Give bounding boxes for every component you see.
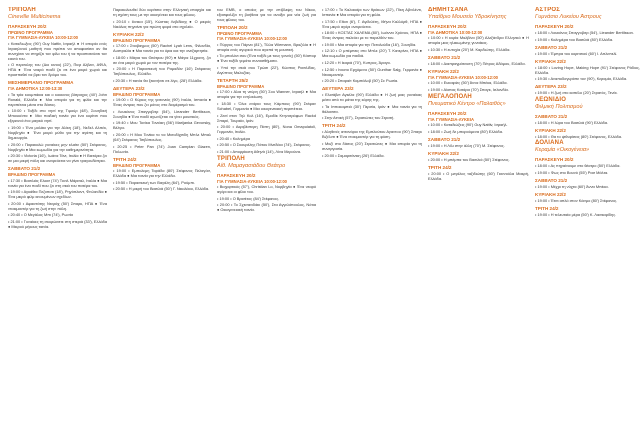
screening-entry: • 20:25 • Peter Pan (74') Joan Camplan Glazen, Πολωνία. (113, 143, 211, 154)
screening-entry: • 10:00 • Ευκαιρίες (50') Άννα Μπέκα, Ελλάδα. (428, 80, 508, 86)
screening-entry: • 18:00 • Ζωή δε μπορούμενα (80') Ελλάδα. (428, 128, 504, 134)
program-heading: ΓΙΑ ΔΗΜΟΤΙΚΑ 12:00-13:30 (8, 86, 63, 92)
screening-entry: • 18:00 • Θα το ψιθυρίσεις (80') Στέφανος, Ελλάδα. (535, 133, 623, 139)
day-heading: ΤΡΙΤΗ 24/2 (113, 156, 137, 162)
screening-entry: • 19:50 • Παρασκευή των Βαγάλη (64'), Ρούμπι. (113, 179, 196, 185)
day-heading: ΜΕΣΗΜΕΡΙΑΝΟ ΠΡΟΓΡΑΜΜΑ (8, 80, 74, 86)
program-heading: ΒΡΑΔΙΝΟ ΠΡΟΓΡΑΜΜΑ (113, 91, 161, 97)
screening-entry: • 12:10 • Ο μπέμπεις στο Μπλε (20') Τ. Κατερίνα, ΗΠΑ ● Μια κωμωδία για παιδιά. (322, 48, 422, 59)
screening-entry: • 20:50 • Ο Σκουρέλης Πάτου Μνεδάοι (74'), Στέφανος. (217, 142, 311, 148)
screening-entry: • 20:40 • Καλημέρα (217, 135, 251, 141)
screening-entry: • Βιοχαρτικός (57'), Christian Lo, Νορβηγία ● Ένα νεαρό αγόρι και οι φίλοι του. (217, 183, 316, 194)
schedule-column (322, 7, 422, 442)
screening-entry: • 18:00 • Loving Hope, Making Hope (91') Στέφανος Ράδιος, Ελλάδα. (535, 64, 640, 75)
day-heading: ΠΑΡΑΣΚΕΥΗ 20/2 (535, 24, 574, 29)
screening-entry: • 19:00 • Καλημέρα του Βασιλιά (80') Ελλάδα. (535, 36, 614, 42)
screening-entry: • 20:30 • Victoria (16'), Ιωάνα Τάνι, Ιταλία ● Η Βικτόρια ζει σε μια μικρή πόλη και ονειρεύεται να γίνει τραγουδίστρια. (8, 153, 107, 164)
screening-entry: • Τα τρία κουμπάκια και ο κοκκινος βάτραχος (40') John Ronald, Ελλάδα ● Μια ιστορία για τη φιλία και την περιπέτεια μέσα στο δάσος. (8, 91, 107, 107)
screening-entry: • 17:00 • Στοιβαγμος (50') Rachel Lyah Lens, Φιλανδία, Αυστραλία ● Μια ταινία για τα όρια και την ανεξαρτησία. (113, 43, 211, 53)
day-heading: ΚΥΡΙΑΚΗ 22/2 (535, 58, 566, 64)
screening-entry: • 17:00 • Αλια τη νεύρη (50') Σου Wanner, Ισραήλ ● Μια ιστορία για την ενηλικίωση. (217, 89, 316, 100)
program-heading: ΓΙΑ ΓΥΜΝΑΣΙΑ-ΛΥΚΕΙΑ 10:00-12:00 (428, 75, 498, 80)
screening-entry: • 20:50 • Η μικρή του Βασιλιά (50') Γ. Νικολάου, Ελλάδα. (113, 186, 210, 192)
day-heading: ΚΥΡΙΑΚΗ 22/2 (428, 69, 459, 74)
screening-entry: του ΕΜΒ, ο οποίος με την επίβλεψη του Νίκου, εξασφαλίζει τη βοήθεια για να ανοίξει μια νέα ζωή για τους φίλους του. (217, 7, 316, 22)
screening-entry: • 19:00 • Η τελευταία μέρα (50') Κ. Λασκαρίδης. (535, 211, 617, 217)
day-heading: ΚΥΡΙΑΚΗ 22/2 (428, 150, 459, 156)
screening-entry: • Αληθινές αττονάροι της Εμπλούτου Αγαντου (90') Σπαγκ Βιζέλντι ● Ένα ντοκιμαντέρ για τη φύση. (322, 129, 422, 140)
day-heading: ΚΥΡΙΑΚΗ 22/2 (535, 191, 566, 197)
schedule-column (535, 7, 640, 442)
screening-entry: • Μαζί στο δάσος (20') Στρατιώτες ● Μια ιστορία για τη συνεργασία. (322, 140, 422, 151)
screening-entry: • 19:40 • Μου Τονίκα Τονιάκη (56') Marijanka Gevorsky, Βέλγιο. (113, 120, 211, 131)
day-heading: ΤΡΙΤΗ 24/2 (428, 164, 452, 170)
screening-entry: • 20:00 • Η Παρασκευή του Ραμαδάν (16') Στέφανος Τσιβόπουλος, Ελλάδα. (113, 66, 211, 77)
screening-entry: • 18:30 • Όλοι ενάρια τους Κάμπους (90') Στέφαν Schabel, Γερμανία ● Μια οικογενειακή περιπέτεια. (217, 101, 316, 111)
screening-entry: • 18:00 • Ας πηγαίνουμε στο θέατρο (50') Ελλάδα. (535, 163, 621, 169)
day-heading: ΣΑΒΒΑΤΟ 21/2 (428, 136, 461, 142)
screening-entry: Παρακολουθεί δύο κορίτσια στην Ελληνική επαρχία και τη σχέση τους με την οικογένεια και τους φίλους. (113, 7, 211, 17)
day-heading: ΠΑΡΑΣΚΕΥΗ 20/2 (217, 172, 256, 178)
screening-entry: • 21:00 • Γυναίκες τη σκυρώσετε στη στεριά (33'), Ελλάδα ● Μικρού μήκους ταινία. (8, 218, 107, 229)
program-heading: ΓΙΑ ΓΥΜΝΑΣΙΑ-ΛΥΚΕΙΑ 10:00-12:00 (217, 178, 287, 184)
screening-entry: • Στην Αττική (57'), Στρατιώτες του Στρατή. (322, 115, 395, 121)
screening-entry: • Υπό την σκιά σου Τρώσι (22'), Κώστας Ρασιλίδας, Αιγύπτος Μαλαζίας. (217, 65, 316, 75)
program-heading: ΒΡΑΔΙΝΟ ΠΡΟΓΡΑΜΜΑ (8, 172, 56, 178)
venue-name-subheading: Αίθ. Μαμαγασιάδου Θεάτρο (217, 162, 286, 169)
screening-entry: • 17:50 • Elton (6'), Γ. Αγιδελέτη, Ιθήνα Καλλόρθ, ΗΠΑ ● Ένα μικρό αγόρι ονειρεύεται. (322, 18, 422, 29)
screening-entry: • 20:00 • Η μπέμπα του Βασιλιά (50') Στέφανος. (428, 156, 510, 162)
venue-name-subheading: Φιλμική Πολιτισμού (535, 103, 583, 110)
program-heading: ΒΡΑΔΙΝΟ ΠΡΟΓΡΑΜΜΑ (113, 37, 161, 43)
screening-entry: • Τα Ιπποκαμπιά (30') Περσία, Ιράν ● Μια ταινία για τη θάλασσα. (322, 103, 422, 114)
program-heading: ΓΙΑ ΓΥΜΝΑΣΙΑ-ΛΥΚΕΙΑ 10:00-12:00 (217, 36, 287, 42)
screening-entry: • 19:00 • Ο Βρισέτος (84') Στέφανος. (217, 195, 280, 201)
screening-entry: • Καταδιωξεις (90') Guy Nattiv, Ισραήλ ● Η ιστορία ενός Ισραηλινού μαθητή που πρέπει να αποφασίσει αν θα συνεχίσει να στηρίζει τον φίλο του ή να προστατεύσει τον εαυτό του. (8, 40, 107, 61)
program-heading: ΒΡΑΔΙΝΟ ΠΡΟΓΡΑΜΜΑ (113, 162, 161, 168)
screening-entry: • 19:00 • Εμπολεμη Ταράδα (80') Στέφανος Πελαγόσ, Ελλάδα ● Μια ταινία για την Ελλάδα. (113, 167, 211, 178)
day-heading: ΚΥΡΙΑΚΗ 22/2 (535, 127, 566, 133)
day-heading: ΠΑΡΑΣΚΕΥΗ 20/2 (535, 157, 574, 163)
screening-entry: • 20:20 • Σπαραίτ Καμπάλοβ (50') Σε Ρωσία. (322, 78, 399, 84)
day-heading: ΔΕΥΤΕΡΑ 23/2 (535, 84, 567, 90)
venue-name-subheading: Υπαίθριο Μουσείο Υδροκίνησης (428, 14, 507, 20)
screening-entry: • 19:00 • Ένα μυλάκι για την Αλίκη (18'), Νεδελ Αλπέκ, Νορβηγία ● Ένα μικρό μύθο για την αγάπη και τη δημιουργία. (8, 125, 107, 140)
screening-entry: • 10:00 • Καταδιώξεις (90') Guy Nattiv, Ισραήλ. (428, 122, 508, 127)
screening-entry: • 12:50 • Ινκοτο Ερχόμενο (50') Gunthar Salg, Γερμανία ● Ντοκιμαντέρ. (322, 66, 422, 77)
screening-entry: • 19:00 • Η Λίλι στην άλλη (70') Μ. Στέφανος. (428, 142, 505, 148)
screening-entry: • 10:00 • Ταξίδι στο νησί της Τιμούρ (48'), Σουηδική Μπουκέντα ● Μια παιδική ταινία για ένα κορίτσι που εξερευνά ένα μαγικό νησί. (8, 108, 107, 124)
venue-city-heading: ΛΕΩΝΙΔΙΟ (535, 96, 567, 103)
screening-entry: • 20:00 • Το Σχεσανιδάκι (50'), Στα Αγγελόπουλος, Νότια ● Οικογενειακή ταινία. (217, 202, 316, 213)
day-heading: ΣΑΒΒΑΤΟ 21/2 (8, 166, 41, 172)
screening-entry: • Λουκάνος Σπαγγοβιτρ (54'), Lieander Bertilsson, Σουηδία ● Ένα παιδί αγωνίζεται να γίνει μουσικός. (113, 108, 211, 119)
screening-entry: • 19:00 • Η ζωή στο καπέλο (20') Στρατός, Τενάι. (535, 90, 618, 96)
screening-entry: • 10:30 • Η ευτυχία (20') Μ. Καρδιώτης, Ελλάδα. (428, 47, 511, 52)
program-heading: ΓΙΑ ΔΗΜΟΤΙΚΑ 10:00-12:00 (428, 30, 483, 35)
screening-entry: • 19:00 • Αγκάθια Πεζοποτι (18'), Ρηγόπλαντ, Φινλανδία ● Ένα μικρό φιλμ κινουμένων σχεδίων. (8, 189, 107, 200)
schedule-column (113, 7, 211, 442)
day-heading: ΣΑΒΒΑΤΟ 21/2 (535, 113, 568, 119)
screening-entry: • 18:00 • Λουκάνος Σπαγγοβιτρ (54'), Lieander Bertilsson. (535, 30, 634, 35)
screening-entry: • 17:30 • Βασιλιάς Ελιασ (74') Τονιλ Μάρσαλ, Ιταλία ● Μια ταινία για ένα παιδί που ζει στη σκιά του πατέρα του. (8, 177, 107, 188)
screening-entry: • 12:20 • Η Ικαριά (70'), Κυπρος, Άραγο. (322, 59, 391, 65)
day-heading: ΠΑΡΑΣΚΕΥΗ 20/2 (428, 110, 467, 116)
program-heading: ΒΡΑΔΙΝΟ ΠΡΟΓΡΑΜΜΑ (217, 84, 265, 89)
venue-city-heading: ΜΕΓΑΛΟΠΟΛΗ (428, 93, 472, 100)
screening-entry: • 20:00 • Παρακαλώ γυναίκες μην κλαίτε (50') Στέφανος, Νορβηγία ● Μια κωμωδία για την καθημερινότητα. (8, 141, 107, 152)
screening-entry: • 19:30 • Αναποδογυρίστε τον (90'), Κεραμία, Ελλάδα. (535, 76, 628, 82)
screening-entry: • Ελισάβετ Αγκέλα (90') Ελλάδα ● Η ζωή μιας γυναίκας μέσα από τα μάτια της κόρης της. (322, 92, 422, 103)
screening-entry: • 20:00 • Η Μου Τονίκα το να Μισοδίχσιδη Μπλε Μπαλ (64') Στέφανος Τσιβόπουλος. (113, 131, 211, 142)
screening-entry: • 18:00 • Μάγια του Θεάτρου (90') ● Μάγια 11χρονη, ζει σε ένα μικρό χωριό με τον πατέρα της. (113, 54, 211, 65)
screening-entry: • 18:00 • ΚΟΣΤΑΣ ΧΑΛΕΜΑ (80'), Ιωάννα Χρόνου, ΗΠΑ ● Ένας άντρας παλεύει με το παρελθόν του. (322, 30, 422, 41)
day-heading: ΠΑΡΑΣΚΕΥΗ 20/2 (428, 24, 467, 29)
screening-entry: • 20:40 • Ο Μεγάλος Μπι (74'), Ρωσία (8, 212, 73, 218)
screening-entry: • 19:00 • Έτσι απλό στον Κόσμο (80') Στέφανος. (535, 197, 618, 203)
screening-entry: • 19:00 • Μέχρι τη νύχτα (60') Άννα Μπέκα. (535, 183, 609, 189)
program-heading: ΠΡΩΙΝΟ ΠΡΟΓΡΑΜΜΑ (8, 30, 53, 35)
screening-entry: • 20:00 • Ακριβέστερη Πίστη (80'), Nona Omapulatoli, Γερμανία, Ιταλία. (217, 124, 316, 135)
screening-entry: • 19:00 • Ο Κύριος της γειτονιάς (90') Ιταλία, Ισπανία ● Ένας άντρας που ζει μόνος στο διαμέρισμά του. (113, 97, 211, 108)
day-heading: ΤΡΙΠΟΛΗ 20/2 (217, 25, 248, 30)
day-heading: ΠΑΡΑΣΚΕΥΗ 20/2 (8, 24, 47, 29)
screening-entry: • 18:00 • Η λύρα του Βασιλιά (90') Ελλάδα. (535, 119, 609, 125)
day-heading: ΤΡΙΤΗ 24/2 (322, 123, 346, 129)
venue-city-heading: ΔΗΜΗΤΣΑΝΑ (428, 7, 469, 13)
venue-name-subheading: Γυμνάσιο Λυκείου Άστρους (535, 14, 602, 20)
venue-city-heading: ΔΟΛΙΑΝΑ (535, 140, 564, 147)
program-heading: ΠΡΩΙΝΟ ΠΡΟΓΡΑΜΜΑ (217, 31, 262, 36)
screening-entry: • Ζεσί στον Τηλ Κολ (16'), Εμαδίκ Κτηνοτρόφων Rackd Σπαριί, Τουρκία, Ιράν. (217, 112, 316, 123)
screening-entry: • 19:00 • Αίοπας Κατάρα (70') Σπαγκ, Ισλανδία. (428, 87, 509, 92)
screening-entry: • Ο περσολης του (Διο κινου) (22'), Πιερ Αλβειν, ΑΦΙΑ, ΗΠΑ ● Ένα νεαρό παιδί ζει σε ένα μικρό χωριό και προσπαθεί να βρει τον δρόμο του. (8, 62, 107, 78)
screening-entry: • 20:00 • Αφαιντάτης Ντεράχ (50') Σπαρκ, ΗΠΑ ● Ένα ντοκιμαντέρ για τη ζωή στην πόλη. (8, 200, 107, 211)
screening-entry: • 19:00 • Έμπρα του κοριτσιού (60') Ι. Απλεπελί. (535, 50, 618, 56)
screening-entry: • 19:00 • Μια ιστορία για την Πεταλούδα (16'), Σουηδία. (322, 41, 417, 47)
program-heading: ΓΙΑ ΓΥΜΝΑΣΙΑ-ΛΥΚΕΙΑ 10:00-12:00 (8, 35, 78, 41)
screening-entry: • 19:00 • Φως στο Βουνό (55') Ρασ Μάλτα. (535, 169, 609, 175)
day-heading: ΣΑΒΒΑΤΟ 21/2 (535, 177, 568, 183)
venue-name-subheading: Πνευματικό Κέντρο «Παλαιθός» (428, 100, 506, 107)
schedule-column (8, 7, 107, 442)
venue-name-subheading: Cineville Multicinema (8, 14, 61, 20)
screening-entry: • 20:30 • Η ταινία θα ξεκινήσει σε λίγο, (28') Ελλάδα. (113, 77, 203, 83)
venue-city-heading: ΤΡΙΠΟΛΗ (8, 7, 36, 13)
screening-entry: • 17:00 • Το Καλοκαίρι των θράκων (22'), Πίκη Αβνιλέντι, Ισπανία ● Μια ιστορία για τη φιλία. (322, 7, 422, 17)
screening-entry: • Το μπαλόνι σου (Ένα ταξίδι με τους γονείς) (50') Κάστορ ● Ένα ταξίδι γεμάτο συναισθήματα. (217, 53, 316, 64)
venue-name-subheading: Κεραμία «Οικογένεια» (535, 147, 590, 154)
program-heading: ΓΙΑ ΓΥΜΝΑΣΙΑ-ΛΥΚΕΙΑ (428, 116, 475, 122)
day-heading: ΚΥΡΙΑΚΗ 22/2 (113, 31, 144, 37)
screening-entry: • 20:10 • Ιόνικοι (15'), Κώστας Λεβιδίκης ● Ο μικρός Νικόλας πηγαίνει για πρώτη φορά στο σχολείο. (113, 18, 211, 29)
venue-city-heading: ΑΣΤΡΟΣ (535, 7, 561, 13)
day-heading: ΔΕΥΤΕΡΑ 23/2 (322, 86, 354, 92)
day-heading: ΣΑΒΒΑΤΟ 21/2 (535, 44, 568, 50)
venue-city-heading: ΤΡΙΠΟΛΗ (217, 155, 245, 162)
screening-entry: • 20:00 • Ο μεγάλος ταξιδιώτης (60') Γιαννούλα Μακρή, Ελλάδα. (428, 170, 529, 181)
day-heading: ΣΑΒΒΑΤΟ 21/2 (428, 55, 461, 60)
screening-entry: • 21:00 • Απορρίκοτη Αθηνά (14'), Λίνα Μερούνα. (217, 148, 302, 154)
day-heading: ΔΕΥΤΕΡΑ 23/2 (113, 85, 145, 91)
schedule-column (217, 7, 316, 442)
screening-entry: • 18:00 • Διαπραγμάτευση (70') Πέτρος Αδάμου, Ελλάδα. (428, 61, 526, 66)
screening-entry: • 20:00 • Σαμαριτάνικη (26') Ελλάδα. (322, 152, 385, 158)
day-heading: ΤΡΙΤΗ 24/2 (535, 205, 559, 211)
screening-entry: • Πύργος του Πάρνα (81'), Τίλλα Wiemann, Βραζιλία ● Η ιστορία ενός αγοριού που αγαπά τη μουσική. (217, 41, 316, 52)
schedule-column (428, 7, 529, 442)
day-heading: ΤΕΤΑΡΤΗ 25/2 (217, 78, 249, 83)
screening-entry: • 10:00 • Η κυρία Μαλβίνα (50') Αλεξάνδρα Ελληνικό ● Η ιστορία μιας ηλικιωμένης γυναίκας. (428, 35, 529, 46)
